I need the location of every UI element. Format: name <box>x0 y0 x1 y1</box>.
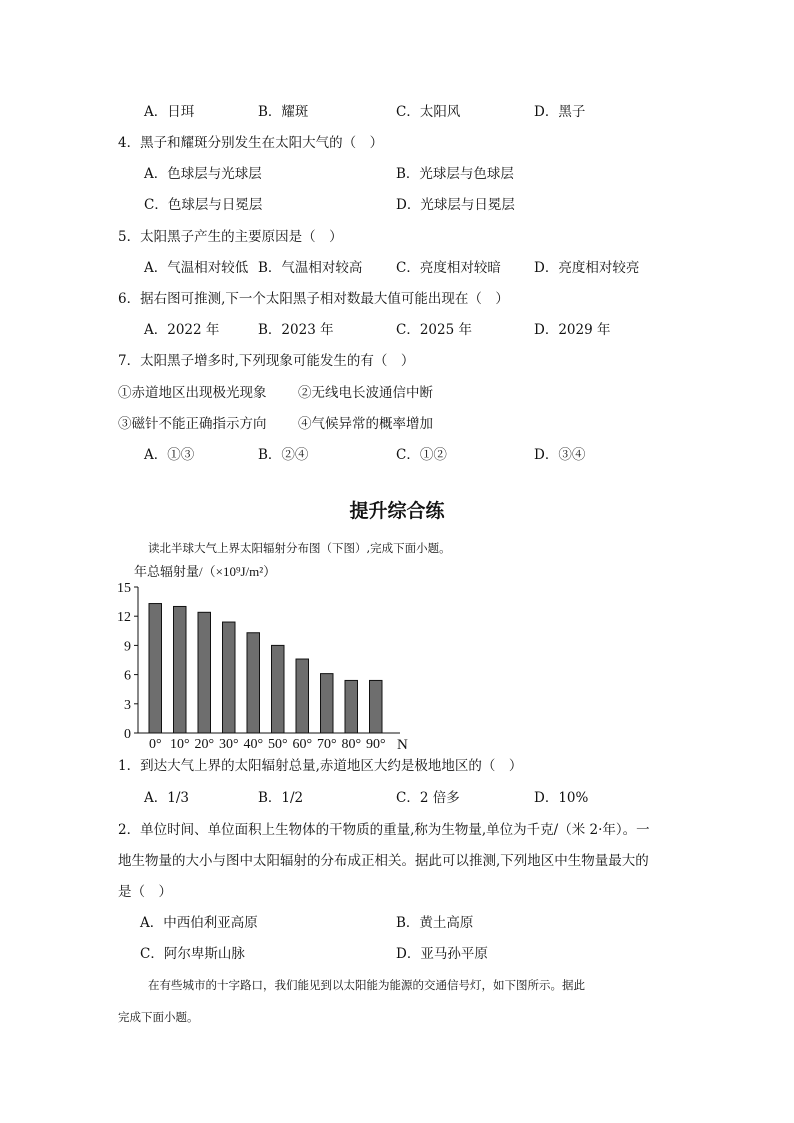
signal-intro-line-1: 在有些城市的十字路口，我们能见到以太阳能为能源的交通信号灯，如下图所示。据此 <box>148 978 585 992</box>
q7-option-b: B．②④ <box>258 447 309 463</box>
b2-stem-line-1: 2．单位时间、单位面积上生物体的干物质的重量,称为生物量,单位为千克/（米 2·年）。一 <box>118 822 650 838</box>
bar-40deg <box>247 633 260 733</box>
q5-stem: 5．太阳黑子产生的主要原因是（ ） <box>118 229 343 245</box>
y-tick-label: 9 <box>124 639 131 655</box>
solar-radiation-chart <box>110 560 430 750</box>
b1-stem: 1．到达大气上界的太阳辐射总量,赤道地区大约是极地地区的（ ） <box>118 758 523 774</box>
x-axis-unit: N <box>397 737 408 750</box>
q4-option-c: C．色球层与日冕层 <box>144 197 263 213</box>
bar-60deg <box>296 659 309 733</box>
bar-30deg <box>223 622 236 733</box>
q4-option-d: D．光球层与日冕层 <box>396 197 515 213</box>
q4-stem: 4．黑子和耀斑分别发生在太阳大气的（ ） <box>118 135 384 151</box>
b2-option-b: B．黄土高原 <box>396 915 474 931</box>
b1-option-a: A．1/3 <box>144 790 189 806</box>
x-tick-label: 20° <box>194 737 215 750</box>
x-tick-label: 10° <box>169 737 190 750</box>
signal-intro-line-2: 完成下面小题。 <box>118 1010 199 1024</box>
bar-0deg <box>149 604 162 733</box>
y-tick-label: 3 <box>124 697 131 713</box>
q7-option-a: A．①③ <box>144 447 195 463</box>
bar-50deg <box>272 645 285 733</box>
y-tick-label: 15 <box>117 581 131 596</box>
q7-stem: 7．太阳黑子增多时,下列现象可能发生的有（ ） <box>118 353 415 369</box>
q4-option-b: B．光球层与色球层 <box>396 166 514 182</box>
q5-option-d: D．亮度相对较亮 <box>534 260 640 276</box>
section-title: 提升综合练 <box>349 500 445 522</box>
q7-item-3: ③磁针不能正确指示方向 <box>118 416 267 432</box>
q3-option-a: A．日珥 <box>144 104 195 120</box>
x-tick-label: 80° <box>341 737 362 750</box>
q6-option-d: D．2029 年 <box>534 322 611 338</box>
q3-option-d: D．黑子 <box>534 104 586 120</box>
q7-item-2: ②无线电长波通信中断 <box>298 385 433 401</box>
q7-option-d: D．③④ <box>534 447 586 463</box>
x-tick-label: 30° <box>218 737 239 750</box>
x-tick-label: 70° <box>316 737 337 750</box>
b2-option-c: C．阿尔卑斯山脉 <box>140 946 245 962</box>
chart-svg <box>110 560 430 750</box>
q5-option-b: B．气温相对较高 <box>258 260 363 276</box>
x-tick-label: 0° <box>148 737 162 750</box>
bar-80deg <box>345 680 358 733</box>
b1-option-b: B．1/2 <box>258 790 304 806</box>
b2-option-a: A．中西伯利亚高原 <box>140 915 258 931</box>
chart-ylabel: 年总辐射量/（×10⁹J/m²） <box>134 564 277 579</box>
q5-option-c: C．亮度相对较暗 <box>396 260 501 276</box>
q6-option-b: B．2023 年 <box>258 322 334 338</box>
q7-item-4: ④气候异常的概率增加 <box>298 416 433 432</box>
x-tick-label: 90° <box>365 737 386 750</box>
y-tick-label: 12 <box>117 610 131 626</box>
x-tick-label: 60° <box>292 737 313 750</box>
b1-option-d: D．10% <box>534 790 589 806</box>
b2-stem-line-3: 是（ ） <box>118 884 172 900</box>
bar-90deg <box>370 680 383 733</box>
b2-stem-line-2: 地生物量的大小与图中太阳辐射的分布成正相关。据此可以推测,下列地区中生物量最大的 <box>118 853 649 869</box>
q7-option-c: C．①② <box>396 447 447 463</box>
y-tick-label: 6 <box>124 668 131 684</box>
q6-option-a: A．2022 年 <box>144 322 220 338</box>
bar-20deg <box>198 612 211 733</box>
q6-stem: 6．据右图可推测,下一个太阳黑子相对数最大值可能出现在（ ） <box>118 291 509 307</box>
b2-option-d: D．亚马孙平原 <box>396 946 488 962</box>
q6-option-c: C．2025 年 <box>396 322 472 338</box>
x-tick-label: 50° <box>267 737 288 750</box>
q7-item-1: ①赤道地区出现极光现象 <box>118 385 267 401</box>
q3-option-c: C．太阳风 <box>396 104 461 120</box>
q3-option-b: B．耀斑 <box>258 104 309 120</box>
q5-option-a: A．气温相对较低 <box>144 260 249 276</box>
bar-70deg <box>321 674 334 733</box>
q4-option-a: A．色球层与光球层 <box>144 166 262 182</box>
bar-10deg <box>174 606 187 733</box>
b1-option-c: C．2 倍多 <box>396 790 460 806</box>
x-tick-label: 40° <box>243 737 264 750</box>
chart-intro: 读北半球大气上界太阳辐射分布图（下图）,完成下面小题。 <box>148 541 451 555</box>
y-tick-label: 0 <box>124 727 131 742</box>
